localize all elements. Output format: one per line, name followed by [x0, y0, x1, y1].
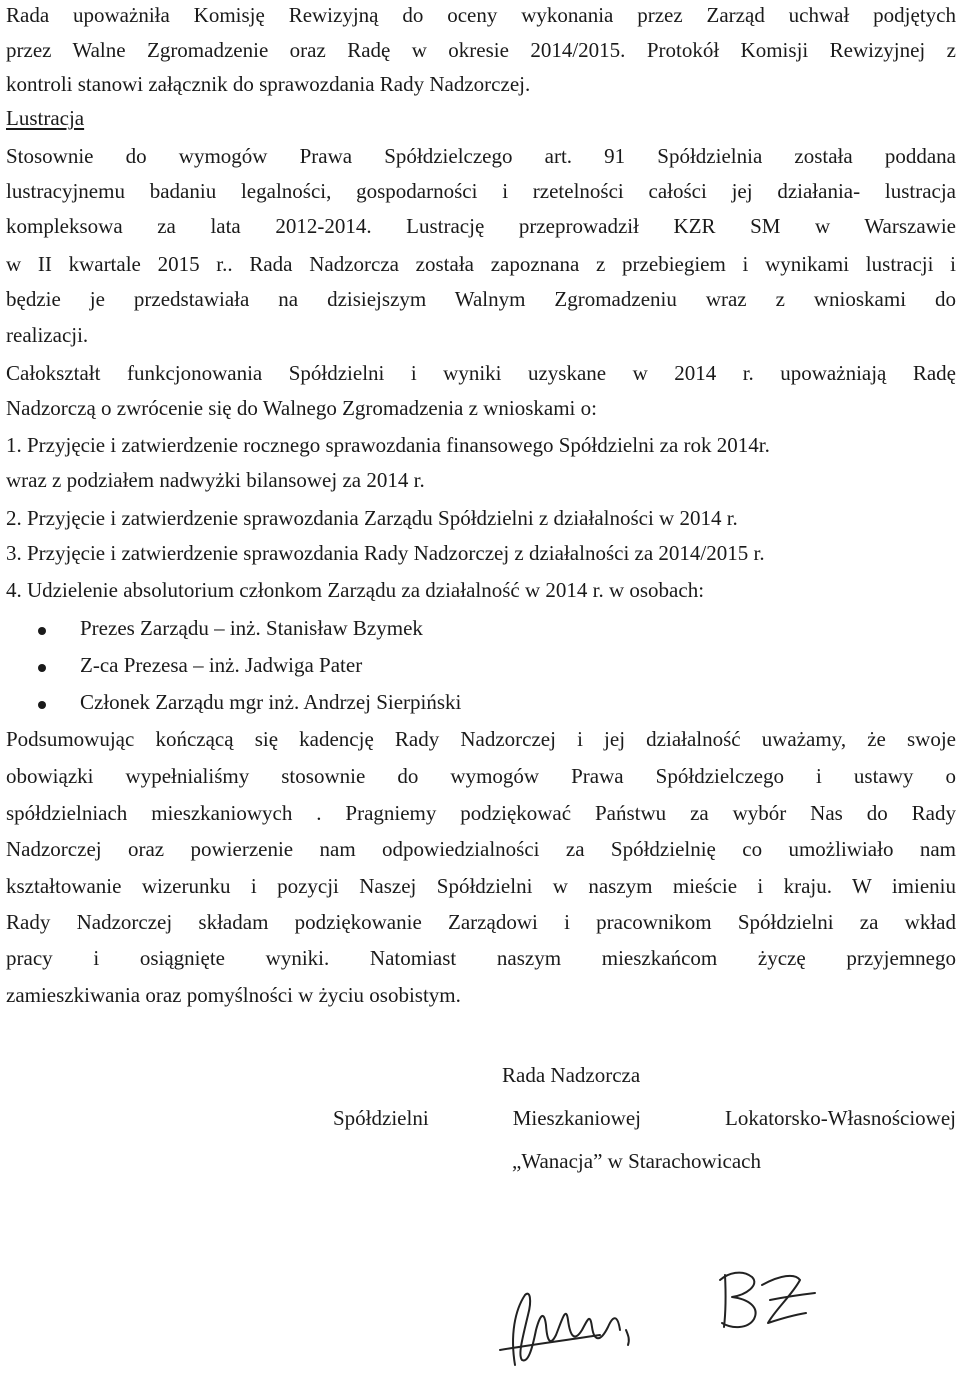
list-item-2: 2. Przyjęcie i zatwierdzenie sprawozdania Zarządu Spółdzielni z działalności w 2014 r. — [6, 506, 738, 530]
paragraph-line: Rada upoważniła Komisję Rewizyjną do oceny wykonania przez Zarząd uchwał podjętych — [6, 3, 956, 27]
paragraph-line: Całokształt funkcjonowania Spółdzielni i wyniki uzyskane w 2014 r. upoważniają Radę — [6, 361, 956, 385]
bullet-icon — [38, 627, 46, 635]
paragraph-line: Nadzorczą o zwrócenie się do Walnego Zgromadzenia z wnioskami o: — [6, 396, 597, 420]
paragraph-line: kontroli stanowi załącznik do sprawozdania Rady Nadzorczej. — [6, 72, 531, 96]
bullet-item: Członek Zarządu mgr inż. Andrzej Sierpiński — [80, 690, 462, 714]
closing-line: kształtowanie wizerunku i pozycji Naszej Spółdzielni w naszym mieście i kraju. W imieniu — [6, 874, 956, 898]
signature-title: Rada Nadzorcza — [502, 1063, 641, 1087]
list-item-1-cont: wraz z podziałem nadwyżki bilansowej za 2014 r. — [6, 468, 425, 492]
bullet-item: Z-ca Prezesa – inż. Jadwiga Pater — [80, 653, 363, 677]
closing-line: Nadzorczej oraz powierzenie nam odpowiedzialności za Spółdzielnię co umożliwiało nam — [6, 837, 956, 861]
paragraph-line: przez Walne Zgromadzenie oraz Radę w okresie 2014/2015. Protokół Komisji Rewizyjnej z — [6, 38, 956, 62]
list-item-1: 1. Przyjęcie i zatwierdzenie rocznego sprawozdania finansowego Spółdzielni za rok 2014r. — [6, 433, 770, 457]
paragraph-line: będzie je przedstawiała na dzisiejszym Walnym Zgromadzeniu wraz z wnioskami do — [6, 287, 956, 311]
paragraph-line: Stosownie do wymogów Prawa Spółdzielczego art. 91 Spółdzielnia została poddana — [6, 144, 956, 168]
paragraph-line: kompleksowa za lata 2012-2014. Lustrację przeprowadził KZR SM w Warszawie — [6, 214, 956, 238]
handwritten-signature-image — [470, 1255, 830, 1375]
closing-line: spółdzielniach mieszkaniowych . Pragniemy podziękować Państwu za wybór Nas do Rady — [6, 801, 956, 825]
list-item-3: 3. Przyjęcie i zatwierdzenie sprawozdania Rady Nadzorczej z działalności za 2014/2015 r. — [6, 541, 765, 565]
closing-line: obowiązki wypełnialiśmy stosownie do wymogów Prawa Spółdzielczego i ustawy o — [6, 764, 956, 788]
closing-line: zamieszkiwania oraz pomyślności w życiu osobistym. — [6, 983, 461, 1007]
list-item-4: 4. Udzielenie absolutorium członkom Zarządu za działalność w 2014 r. w osobach: — [6, 578, 705, 602]
closing-line: Rady Nadzorczej składam podziękowanie Zarządowi i pracownikom Spółdzielni za wkład — [6, 910, 956, 934]
bullet-icon — [38, 701, 46, 709]
closing-line: pracy i osiągnięte wyniki. Natomiast naszym mieszkańcom życzę przyjemnego — [6, 946, 956, 970]
bullet-icon — [38, 664, 46, 672]
paragraph-line: lustracyjnemu badaniu legalności, gospodarności i rzetelności całości jej działania- lustracja — [6, 179, 956, 203]
section-heading-lustracja: Lustracja — [6, 106, 85, 130]
signature-organization: Spółdzielni Mieszkaniowej Lokatorsko-Własnościowej — [333, 1106, 956, 1130]
signature-location: „Wanacja” w Starachowicach — [512, 1149, 761, 1173]
paragraph-line: realizacji. — [6, 323, 89, 347]
paragraph-line: w II kwartale 2015 r.. Rada Nadzorcza została zapoznana z przebiegiem i wynikami lustracji i — [6, 252, 956, 276]
closing-line: Podsumowując kończącą się kadencję Rady Nadzorczej i jej działalność uważamy, że swoje — [6, 727, 956, 751]
bullet-item: Prezes Zarządu – inż. Stanisław Bzymek — [80, 616, 423, 640]
